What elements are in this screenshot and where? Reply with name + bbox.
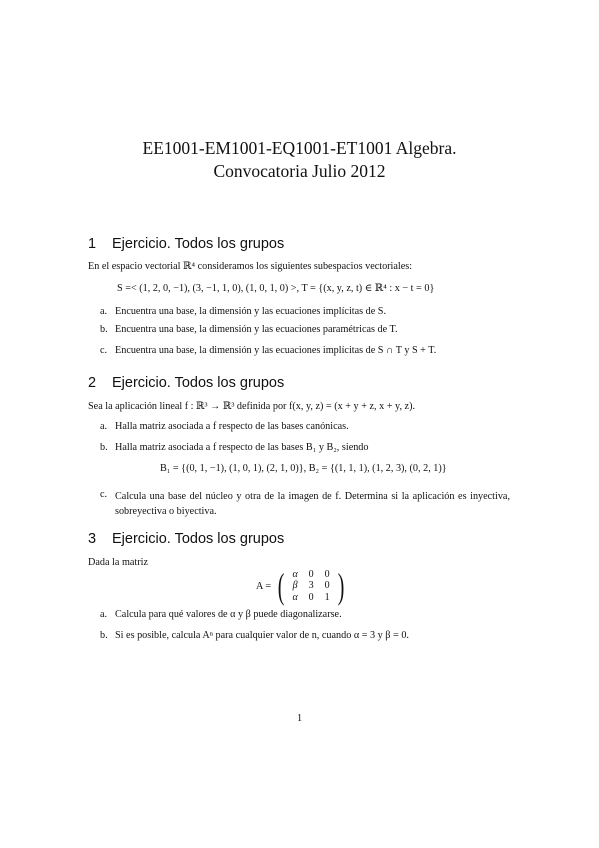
item-label: a.	[100, 609, 108, 620]
matrix-cell: α	[292, 568, 298, 580]
section-1-display-equation: S =< (1, 2, 0, −1), (3, −1, 1, 0), (1, 0, 1, 0) >, T = {(x, y, z, t) ∈ ℝ⁴ : x − t = 0}	[117, 283, 435, 294]
list-item	[100, 489, 115, 500]
item-text: Calcula una base del núcleo y otra de la imagen de f. Determina si la aplicación es inyectiva, sobreyectiva o biyectiva.	[115, 491, 510, 517]
list-item	[100, 306, 386, 317]
item-label: a.	[100, 421, 108, 432]
matrix-grid	[287, 569, 335, 604]
item-text: Halla matriz asociada a f respecto de las bases B₁ y B₂, siendo	[115, 442, 369, 453]
matrix-cell: β	[292, 580, 298, 592]
list-item	[100, 421, 349, 432]
matrix-display	[256, 566, 347, 606]
item-text: Halla matriz asociada a f respecto de las bases canónicas.	[115, 421, 349, 432]
item-text: Encuentra una base, la dimensión y las ecuaciones implícitas de S.	[115, 306, 387, 317]
left-paren: (	[277, 566, 285, 606]
item-label: b.	[100, 324, 108, 335]
list-item	[100, 324, 398, 335]
section-3-intro: Dada la matriz	[88, 557, 148, 568]
section-3-heading	[88, 531, 284, 547]
item-label: a.	[100, 306, 108, 317]
section-title: Ejercicio. Todos los grupos	[112, 236, 285, 252]
section-number: 1	[88, 236, 97, 252]
item-label: b.	[100, 630, 108, 641]
document-subtitle: Convocatoria Julio 2012	[213, 161, 386, 181]
matrix-cell: 1	[324, 591, 330, 603]
item-label: c.	[100, 345, 108, 356]
section-title: Ejercicio. Todos los grupos	[112, 531, 285, 547]
document-title: EE1001-EM1001-EQ1001-ET1001 Algebra.	[142, 138, 457, 158]
section-2-heading	[88, 375, 284, 391]
list-item	[100, 609, 342, 620]
section-1-intro: En el espacio vectorial ℝ⁴ consideramos los siguientes subespacios vectoriales:	[88, 261, 413, 272]
item-label: c.	[100, 489, 108, 500]
matrix-name: A =	[256, 580, 272, 592]
section-title: Ejercicio. Todos los grupos	[112, 375, 285, 391]
item-text: Calcula para qué valores de α y β puede diagonalizarse.	[115, 609, 342, 620]
matrix-cell: α	[292, 591, 298, 603]
matrix-cell: 0	[324, 580, 330, 592]
matrix-cell: 0	[308, 591, 314, 603]
matrix-cell: 3	[308, 580, 314, 592]
item-label: b.	[100, 442, 108, 453]
list-item	[100, 630, 409, 641]
item-text: Encuentra una base, la dimensión y las ecuaciones implícitas de S ∩ T y S + T.	[115, 345, 437, 356]
right-paren: )	[337, 566, 345, 606]
section-number: 2	[88, 375, 97, 391]
section-1-heading	[88, 236, 284, 252]
item-text: Si es posible, calcula Aⁿ para cualquier valor de n, cuando α = 3 y β = 0.	[115, 630, 409, 641]
section-2-intro: Sea la aplicación lineal f : ℝ³ → ℝ³ definida por f(x, y, z) = (x + y + z, x + y, z).	[88, 401, 416, 412]
section-number: 3	[88, 531, 97, 547]
section-2-display-equation: B₁ = {(0, 1, −1), (1, 0, 1), (2, 1, 0)}, B₂ = {(1, 1, 1), (1, 2, 3), (0, 2, 1)}	[160, 463, 447, 474]
list-item	[100, 442, 369, 453]
matrix-cell: 0	[308, 568, 314, 580]
item-text: Encuentra una base, la dimensión y las ecuaciones paramétricas de T.	[115, 324, 398, 335]
page-number: 1	[296, 713, 303, 724]
list-item	[100, 345, 436, 356]
matrix-cell: 0	[324, 568, 330, 580]
